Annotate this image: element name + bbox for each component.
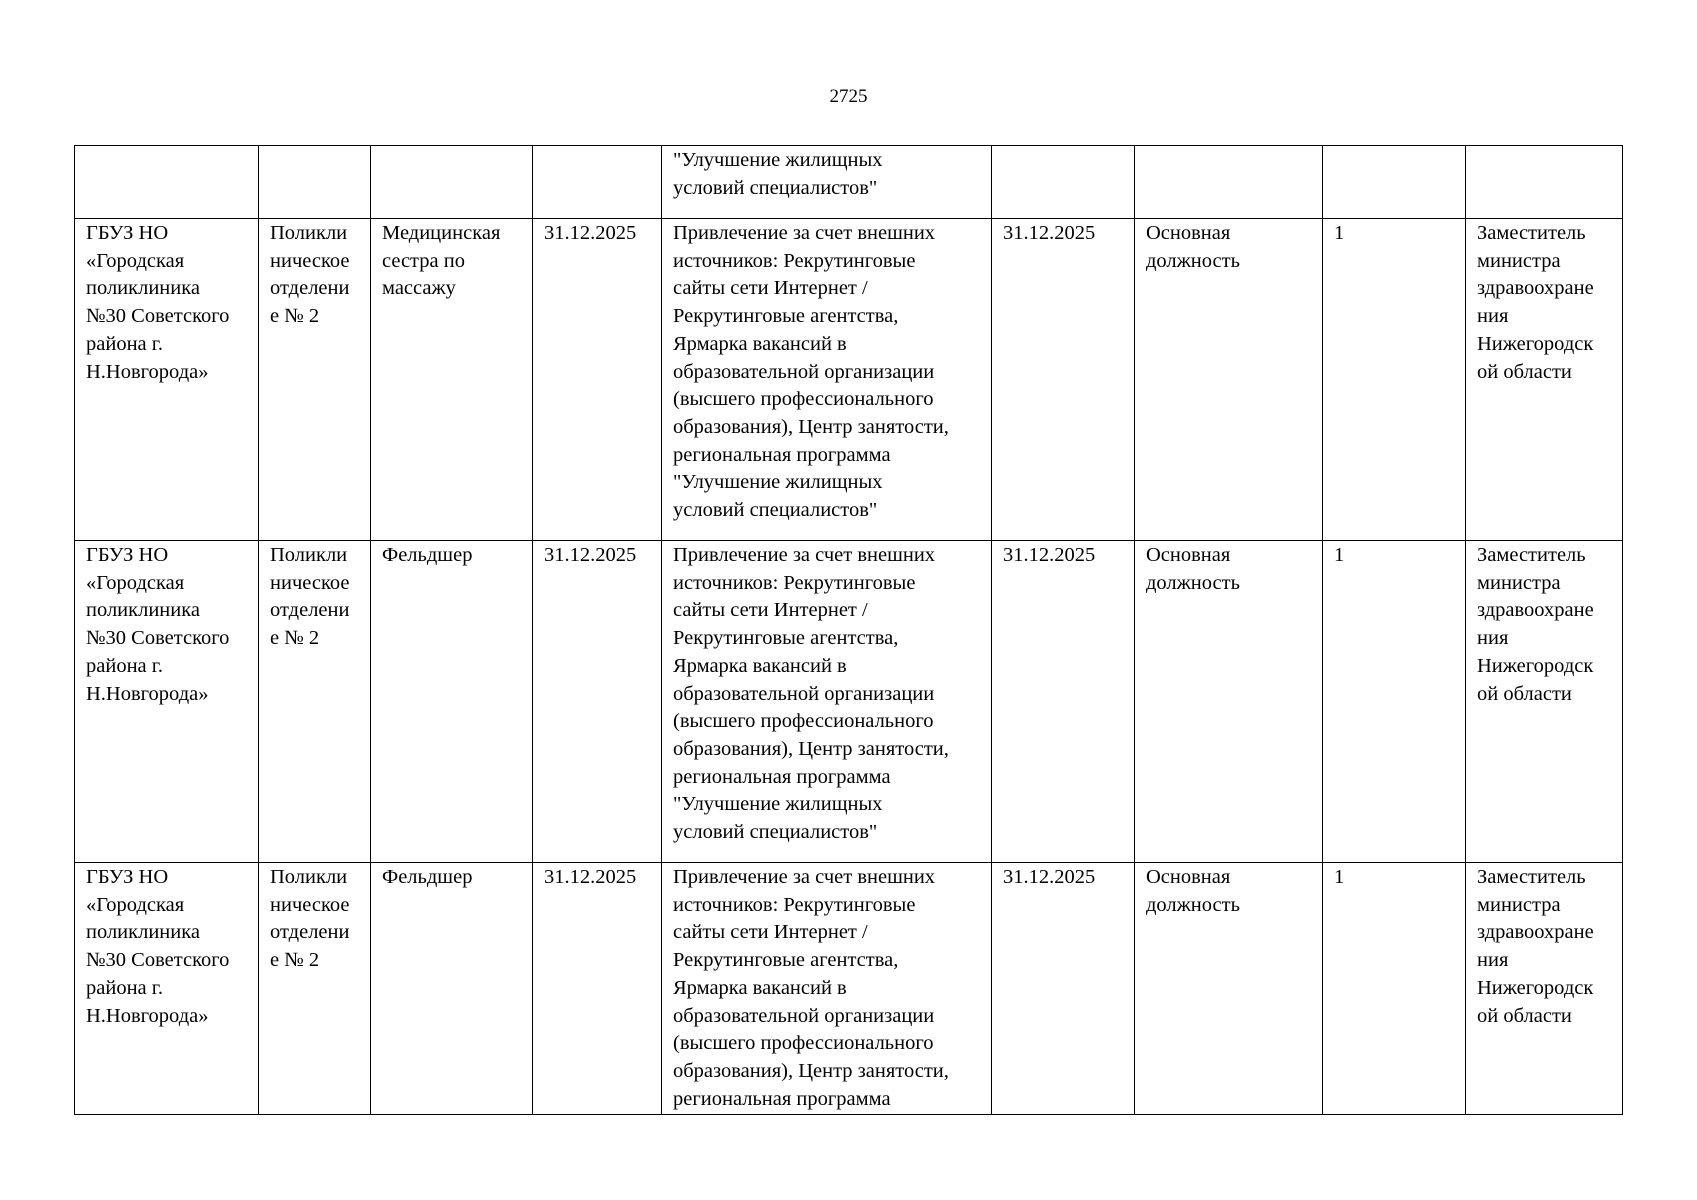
table-row xyxy=(75,146,1623,219)
cell-organization xyxy=(75,146,259,219)
cell-quantity: 1 xyxy=(1323,541,1466,863)
cell-position: Фельдшер xyxy=(371,863,533,1115)
cell-employment-type: Основная должность xyxy=(1135,219,1323,541)
cell-method: Привлечение за счет внешних источников: Рекрутинговые сайты сети Интернет / Рекрутинговые агентства, Ярмарка вакансий в образовательной организации (высшего профессионального образования), Центр занятости, региональная программа "Улучшение жилищных условий специалистов" xyxy=(662,219,992,541)
cell-date: 31.12.2025 xyxy=(533,219,662,541)
cell-department xyxy=(259,146,371,219)
cell-department: Поликли ническое отделени е № 2 xyxy=(259,541,371,863)
cell-responsible: Заместитель министра здравоохране ния Нижегородск ой области xyxy=(1466,541,1623,863)
cell-employment-type: Основная должность xyxy=(1135,541,1323,863)
cell-date: 31.12.2025 xyxy=(533,541,662,863)
cell-quantity xyxy=(1323,146,1466,219)
cell-method: Привлечение за счет внешних источников: Рекрутинговые сайты сети Интернет / Рекрутинговые агентства, Ярмарка вакансий в образовательной организации (высшего профессионального образования), Центр занятости, региональная программа xyxy=(662,863,992,1115)
cell-quantity: 1 xyxy=(1323,863,1466,1115)
cell-organization: ГБУЗ НО «Городская поликлиника №30 Советского района г. Н.Новгорода» xyxy=(75,863,259,1115)
table-row xyxy=(75,541,1623,863)
cell-organization: ГБУЗ НО «Городская поликлиника №30 Советского района г. Н.Новгорода» xyxy=(75,219,259,541)
cell-responsible: Заместитель министра здравоохране ния Нижегородск ой области xyxy=(1466,219,1623,541)
cell-method: Привлечение за счет внешних источников: Рекрутинговые сайты сети Интернет / Рекрутинговые агентства, Ярмарка вакансий в образовательной организации (высшего профессионального образования), Центр занятости, региональная программа "Улучшение жилищных условий специалистов" xyxy=(662,541,992,863)
cell-deadline: 31.12.2025 xyxy=(992,219,1135,541)
cell-organization: ГБУЗ НО «Городская поликлиника №30 Советского района г. Н.Новгорода» xyxy=(75,541,259,863)
cell-responsible: Заместитель министра здравоохране ния Нижегородск ой области xyxy=(1466,863,1623,1115)
cell-employment-type xyxy=(1135,146,1323,219)
staffing-table xyxy=(74,145,1623,1115)
cell-deadline: 31.12.2025 xyxy=(992,863,1135,1115)
cell-position: Фельдшер xyxy=(371,541,533,863)
cell-department: Поликли ническое отделени е № 2 xyxy=(259,219,371,541)
table-row xyxy=(75,863,1623,1115)
cell-quantity: 1 xyxy=(1323,219,1466,541)
cell-department: Поликли ническое отделени е № 2 xyxy=(259,863,371,1115)
cell-method: "Улучшение жилищных условий специалистов" xyxy=(662,146,992,219)
cell-employment-type: Основная должность xyxy=(1135,863,1323,1115)
page-number: 2725 xyxy=(829,86,868,107)
cell-deadline: 31.12.2025 xyxy=(992,541,1135,863)
cell-responsible xyxy=(1466,146,1623,219)
cell-date xyxy=(533,146,662,219)
cell-position xyxy=(371,146,533,219)
cell-position: Медицинская сестра по массажу xyxy=(371,219,533,541)
cell-date: 31.12.2025 xyxy=(533,863,662,1115)
table-row xyxy=(75,219,1623,541)
cell-deadline xyxy=(992,146,1135,219)
